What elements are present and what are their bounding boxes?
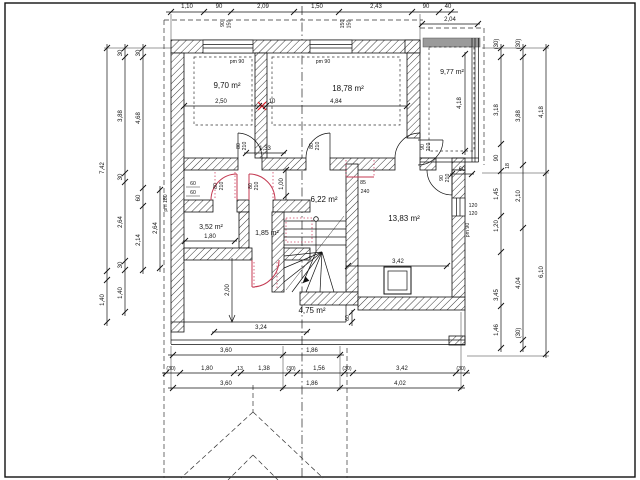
dim-label: 10 (268, 99, 276, 105)
room-area-label: 4,75 m² (298, 306, 326, 315)
dim-label: (30) (456, 366, 466, 372)
dim-label: 3,88 (118, 110, 124, 122)
dim-label: 1,56 (313, 366, 325, 372)
door-spec-label: 210 (254, 181, 260, 191)
dim-label: 40 (444, 4, 452, 10)
dim-label: 4,18 (539, 106, 545, 118)
dim-label: 1,10 (181, 4, 193, 10)
window-spec-label: pm 90 (465, 222, 471, 238)
door-spec-label: 80 (309, 143, 315, 149)
dim-label: 30 (118, 261, 124, 269)
window-spec-label: 150 (346, 19, 353, 29)
dim-label: 2,10 (516, 190, 522, 202)
dim-label: 4,18 (457, 97, 463, 109)
dim-label: 60 (136, 194, 142, 202)
dim-label: 90 (422, 4, 430, 10)
window-3 (452, 198, 465, 216)
dim-label: 2,43 (370, 4, 382, 10)
dim-label: 1,86 (306, 348, 318, 354)
dim-label: 4,02 (394, 381, 406, 387)
door-spec-label: 80 (236, 143, 242, 149)
dim-label: 2,14 (136, 234, 142, 246)
window-spec-label: pm 90 (229, 59, 245, 65)
room-area-label: 9,77 m² (440, 69, 464, 76)
drawing-frame (5, 3, 635, 477)
dim-label: 3,88 (516, 110, 522, 122)
dim-label: (30) (516, 327, 522, 339)
dim-label: 2,64 (118, 216, 124, 228)
room-area-label: 9,70 m² (213, 81, 241, 90)
door-spec-label: 210 (426, 142, 432, 152)
window-spec-label: 120 (468, 211, 478, 217)
dim-label: 1,80 (204, 234, 216, 240)
room-area-label: 13,83 m² (388, 214, 420, 223)
dim-label: 3,24 (255, 325, 267, 331)
dim-label: 2,50 (215, 99, 227, 105)
dim-label: 1,80 (201, 366, 213, 372)
dim-label: 1,40 (118, 287, 124, 299)
room-area-label: 6,22 m² (310, 195, 338, 204)
window-spec-label: pm 180 (163, 194, 169, 212)
dim-label: 4,84 (330, 99, 342, 105)
dim-label: 18 (505, 163, 511, 169)
dim-label: 30 (118, 49, 124, 57)
dim-label: 30 (118, 173, 124, 181)
door-spec-label: 80 (213, 183, 219, 189)
dim-label: 3,42 (392, 259, 404, 265)
dim-label: 2,09 (257, 4, 269, 10)
dim-label: 90 (494, 154, 500, 162)
dim-label: 1,33 (259, 146, 271, 152)
dim-label: 2,64 (153, 222, 159, 234)
dim-label: 60 (190, 181, 196, 187)
dim-label: 4,68 (136, 112, 142, 124)
dim-label: 1,20 (494, 220, 500, 232)
dim-label: 240 (360, 189, 370, 195)
window-spec-label: 90 (220, 21, 226, 27)
window-2 (310, 40, 352, 53)
window-spec-label: 120 (468, 203, 478, 209)
dim-label: (30) (516, 38, 522, 50)
dim-label: 60 (345, 315, 351, 321)
dim-label: 2,04 (444, 17, 456, 23)
dim-label: 1,45 (494, 188, 500, 200)
dim-label: (30) (166, 366, 176, 372)
door-spec-label: 80 (248, 183, 254, 189)
dim-label: 13 (237, 366, 243, 372)
dim-label: 30 (136, 49, 142, 57)
dim-label: 60 (458, 167, 466, 173)
dim-label: 3,45 (494, 289, 500, 301)
dim-label: 60 (190, 190, 196, 196)
dim-label: 1,86 (306, 381, 318, 387)
window-1 (203, 40, 253, 53)
dim-label: (30) (342, 366, 352, 372)
door-spec-label: 210 (315, 141, 321, 151)
dim-label: 90 (215, 4, 223, 10)
dim-label: 4,04 (516, 277, 522, 289)
dim-label: 1,00 (279, 178, 285, 190)
door-spec-label: 210 (219, 181, 225, 191)
dim-label: 6,10 (539, 266, 545, 278)
room-area-label: 1,85 m² (255, 230, 279, 237)
door-spec-label: 210 (445, 173, 451, 183)
window-spec-label: 150 (340, 19, 346, 29)
dim-label: 7,42 (100, 162, 106, 174)
dim-label: 85 (360, 180, 366, 186)
dim-label: 1,50 (311, 4, 323, 10)
window-spec-label: pm 90 (315, 59, 331, 65)
terrace-top-band (423, 38, 480, 47)
door-spec-label: 90 (439, 175, 445, 181)
dim-label: 3,60 (220, 348, 232, 354)
dim-label: 3,18 (494, 104, 500, 116)
room-area-label: 18,78 m² (332, 84, 364, 93)
dim-label: 3,60 (220, 381, 232, 387)
dim-label: 2,00 (225, 284, 231, 296)
dim-label: 1,46 (494, 324, 500, 336)
window-spec-label: 150 (226, 19, 233, 29)
dim-label: 3,42 (396, 366, 408, 372)
dim-label: (30) (494, 38, 500, 50)
dim-label: (30) (286, 366, 296, 372)
dim-label: 1,40 (100, 294, 106, 306)
door-spec-label: 90 (420, 144, 426, 150)
dim-label: 1,38 (258, 366, 270, 372)
room-area-label: 3,52 m² (199, 224, 223, 231)
door-spec-label: 210 (242, 141, 248, 151)
